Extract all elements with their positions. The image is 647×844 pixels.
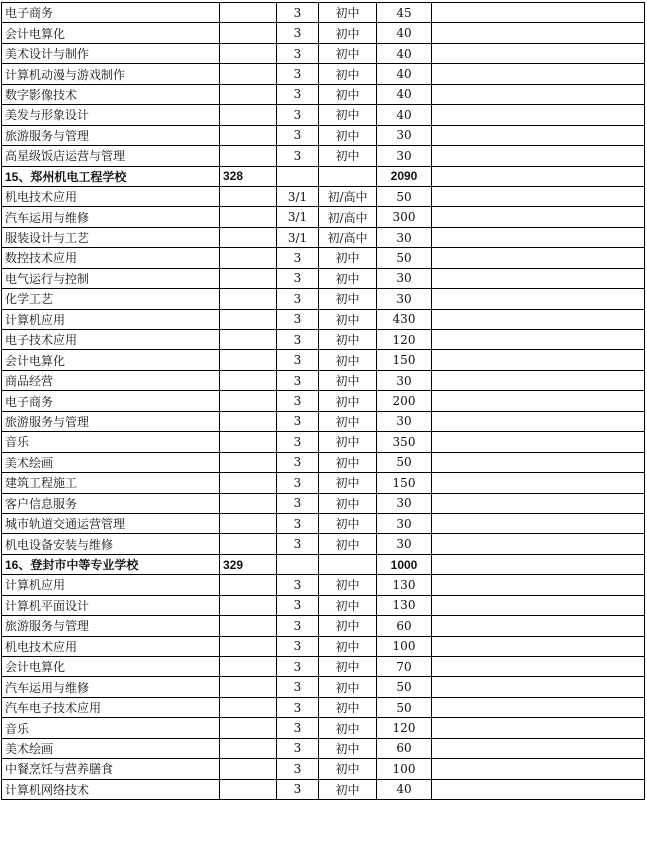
major-name: 旅游服务与管理 <box>2 125 220 145</box>
empty-cell <box>220 125 277 145</box>
empty-cell <box>220 227 277 247</box>
study-years: 3 <box>277 738 319 758</box>
table-row <box>2 23 645 43</box>
empty-cell <box>432 718 645 738</box>
empty-cell <box>220 84 277 104</box>
major-name: 电子商务 <box>2 3 220 23</box>
empty-cell <box>220 718 277 738</box>
enrollment-source: 初中 <box>319 718 377 738</box>
enrollment-source: 初中 <box>319 575 377 595</box>
enrollment-source: 初中 <box>319 657 377 677</box>
enrollment-source: 初中 <box>319 289 377 309</box>
table-row <box>2 779 645 799</box>
empty-cell <box>220 595 277 615</box>
empty-cell <box>432 166 645 186</box>
plan-count: 45 <box>377 3 432 23</box>
empty-cell <box>432 3 645 23</box>
enrollment-source: 初/高中 <box>319 207 377 227</box>
empty-cell <box>432 330 645 350</box>
major-name: 旅游服务与管理 <box>2 411 220 431</box>
study-years: 3 <box>277 125 319 145</box>
empty-cell <box>220 3 277 23</box>
empty-cell <box>220 534 277 554</box>
major-name: 美术绘画 <box>2 452 220 472</box>
plan-count: 300 <box>377 207 432 227</box>
table-row <box>2 534 645 554</box>
study-years: 3 <box>277 64 319 84</box>
table-row <box>2 759 645 779</box>
empty-cell <box>432 759 645 779</box>
major-name: 旅游服务与管理 <box>2 616 220 636</box>
empty-cell <box>432 43 645 63</box>
study-years: 3 <box>277 248 319 268</box>
empty-cell <box>220 370 277 390</box>
table-row <box>2 616 645 636</box>
empty-cell <box>432 779 645 799</box>
study-years: 3 <box>277 595 319 615</box>
plan-count: 120 <box>377 718 432 738</box>
empty-cell <box>220 268 277 288</box>
enrollment-source: 初中 <box>319 64 377 84</box>
empty-cell <box>220 779 277 799</box>
study-years: 3/1 <box>277 207 319 227</box>
enrollment-source: 初中 <box>319 534 377 554</box>
enrollment-source: 初中 <box>319 350 377 370</box>
study-years: 3 <box>277 84 319 104</box>
empty-cell <box>220 493 277 513</box>
school-header-row <box>2 166 645 186</box>
plan-count: 50 <box>377 186 432 206</box>
enrollment-source: 初中 <box>319 513 377 533</box>
major-name: 服装设计与工艺 <box>2 227 220 247</box>
major-name: 美发与形象设计 <box>2 105 220 125</box>
major-name: 音乐 <box>2 718 220 738</box>
plan-count: 100 <box>377 759 432 779</box>
empty-cell <box>432 207 645 227</box>
plan-count: 50 <box>377 452 432 472</box>
empty-cell <box>220 452 277 472</box>
empty-cell <box>432 370 645 390</box>
empty-cell <box>220 207 277 227</box>
major-name: 机电技术应用 <box>2 186 220 206</box>
table-row <box>2 411 645 431</box>
school-code: 329 <box>220 554 277 574</box>
empty-cell <box>432 391 645 411</box>
study-years: 3 <box>277 779 319 799</box>
empty-cell <box>432 84 645 104</box>
table-row <box>2 43 645 63</box>
empty-cell <box>220 186 277 206</box>
table-row <box>2 677 645 697</box>
major-name: 计算机应用 <box>2 309 220 329</box>
study-years: 3 <box>277 677 319 697</box>
empty-cell <box>220 350 277 370</box>
plan-count: 40 <box>377 64 432 84</box>
plan-count: 30 <box>377 268 432 288</box>
table-row <box>2 370 645 390</box>
empty-cell <box>432 657 645 677</box>
study-years: 3 <box>277 432 319 452</box>
study-years: 3 <box>277 146 319 166</box>
major-name: 机电设备安装与维修 <box>2 534 220 554</box>
plan-count: 40 <box>377 779 432 799</box>
plan-count: 50 <box>377 248 432 268</box>
study-years: 3 <box>277 268 319 288</box>
empty-cell <box>432 186 645 206</box>
study-years: 3 <box>277 697 319 717</box>
table-body <box>2 3 645 800</box>
enrollment-source: 初中 <box>319 23 377 43</box>
table-row <box>2 493 645 513</box>
table-row <box>2 452 645 472</box>
school-code: 328 <box>220 166 277 186</box>
empty-cell <box>220 738 277 758</box>
study-years: 3/1 <box>277 227 319 247</box>
plan-count: 40 <box>377 105 432 125</box>
table-row <box>2 146 645 166</box>
empty-cell <box>277 166 319 186</box>
table-row <box>2 391 645 411</box>
empty-cell <box>220 616 277 636</box>
study-years: 3 <box>277 289 319 309</box>
plan-count: 50 <box>377 697 432 717</box>
enrollment-source: 初/高中 <box>319 186 377 206</box>
plan-count: 30 <box>377 370 432 390</box>
empty-cell <box>432 350 645 370</box>
enrollment-source: 初中 <box>319 595 377 615</box>
major-name: 会计电算化 <box>2 23 220 43</box>
school-name: 16、登封市中等专业学校 <box>2 554 220 574</box>
major-name: 城市轨道交通运营管理 <box>2 513 220 533</box>
table-row <box>2 3 645 23</box>
table-row <box>2 697 645 717</box>
major-name: 汽车电子技术应用 <box>2 697 220 717</box>
plan-count: 120 <box>377 330 432 350</box>
plan-count: 60 <box>377 616 432 636</box>
major-name: 机电技术应用 <box>2 636 220 656</box>
empty-cell <box>220 575 277 595</box>
enrollment-source: 初中 <box>319 738 377 758</box>
major-name: 会计电算化 <box>2 657 220 677</box>
study-years: 3 <box>277 3 319 23</box>
empty-cell <box>220 677 277 697</box>
plan-count: 30 <box>377 227 432 247</box>
study-years: 3 <box>277 43 319 63</box>
empty-cell <box>432 677 645 697</box>
table-row <box>2 125 645 145</box>
plan-count: 30 <box>377 125 432 145</box>
plan-count: 30 <box>377 493 432 513</box>
table-row <box>2 309 645 329</box>
study-years: 3 <box>277 534 319 554</box>
plan-count: 150 <box>377 350 432 370</box>
enrollment-source: 初中 <box>319 330 377 350</box>
plan-count: 50 <box>377 677 432 697</box>
enrollment-source: 初中 <box>319 616 377 636</box>
study-years: 3 <box>277 370 319 390</box>
plan-count: 30 <box>377 289 432 309</box>
major-name: 电子商务 <box>2 391 220 411</box>
plan-count: 130 <box>377 575 432 595</box>
empty-cell <box>220 105 277 125</box>
plan-count: 30 <box>377 146 432 166</box>
table-row <box>2 105 645 125</box>
enrollment-source: 初中 <box>319 697 377 717</box>
empty-cell <box>220 64 277 84</box>
empty-cell <box>432 23 645 43</box>
empty-cell <box>220 146 277 166</box>
table-row <box>2 207 645 227</box>
plan-count: 30 <box>377 534 432 554</box>
table-row <box>2 718 645 738</box>
empty-cell <box>220 697 277 717</box>
empty-cell <box>432 554 645 574</box>
enrollment-source: 初中 <box>319 473 377 493</box>
empty-cell <box>277 554 319 574</box>
table-row <box>2 84 645 104</box>
empty-cell <box>220 23 277 43</box>
enrollment-table <box>1 2 645 800</box>
table-row <box>2 248 645 268</box>
table-row <box>2 432 645 452</box>
enrollment-source: 初中 <box>319 452 377 472</box>
major-name: 计算机平面设计 <box>2 595 220 615</box>
empty-cell <box>432 738 645 758</box>
enrollment-source: 初中 <box>319 391 377 411</box>
table-row <box>2 186 645 206</box>
table-row <box>2 636 645 656</box>
plan-count: 430 <box>377 309 432 329</box>
empty-cell <box>432 432 645 452</box>
table-row <box>2 64 645 84</box>
empty-cell <box>220 636 277 656</box>
empty-cell <box>220 513 277 533</box>
empty-cell <box>432 697 645 717</box>
plan-count: 100 <box>377 636 432 656</box>
major-name: 音乐 <box>2 432 220 452</box>
major-name: 电子技术应用 <box>2 330 220 350</box>
study-years: 3 <box>277 513 319 533</box>
plan-count: 200 <box>377 391 432 411</box>
empty-cell <box>220 411 277 431</box>
empty-cell <box>432 248 645 268</box>
study-years: 3 <box>277 575 319 595</box>
major-name: 数控技术应用 <box>2 248 220 268</box>
enrollment-source: 初中 <box>319 43 377 63</box>
table-row <box>2 595 645 615</box>
empty-cell <box>220 432 277 452</box>
table-row <box>2 738 645 758</box>
empty-cell <box>432 534 645 554</box>
empty-cell <box>432 309 645 329</box>
study-years: 3 <box>277 330 319 350</box>
enrollment-source: 初中 <box>319 779 377 799</box>
major-name: 电气运行与控制 <box>2 268 220 288</box>
study-years: 3 <box>277 309 319 329</box>
plan-count: 40 <box>377 23 432 43</box>
empty-cell <box>319 166 377 186</box>
enrollment-source: 初中 <box>319 3 377 23</box>
empty-cell <box>220 309 277 329</box>
empty-cell <box>432 268 645 288</box>
plan-count: 40 <box>377 43 432 63</box>
plan-count: 60 <box>377 738 432 758</box>
empty-cell <box>220 248 277 268</box>
empty-cell <box>432 125 645 145</box>
study-years: 3 <box>277 718 319 738</box>
plan-count: 70 <box>377 657 432 677</box>
table-row <box>2 350 645 370</box>
study-years: 3 <box>277 616 319 636</box>
empty-cell <box>220 657 277 677</box>
study-years: 3 <box>277 391 319 411</box>
major-name: 美术绘画 <box>2 738 220 758</box>
study-years: 3 <box>277 473 319 493</box>
enrollment-source: 初中 <box>319 370 377 390</box>
empty-cell <box>220 473 277 493</box>
empty-cell <box>220 330 277 350</box>
empty-cell <box>432 227 645 247</box>
school-header-row <box>2 554 645 574</box>
major-name: 汽车运用与维修 <box>2 207 220 227</box>
empty-cell <box>220 43 277 63</box>
enrollment-source: 初中 <box>319 759 377 779</box>
major-name: 高星级饭店运营与管理 <box>2 146 220 166</box>
study-years: 3 <box>277 759 319 779</box>
study-years: 3 <box>277 657 319 677</box>
enrollment-source: 初中 <box>319 309 377 329</box>
empty-cell <box>432 595 645 615</box>
table-row <box>2 575 645 595</box>
plan-count: 130 <box>377 595 432 615</box>
major-name: 计算机应用 <box>2 575 220 595</box>
plan-count: 350 <box>377 432 432 452</box>
empty-cell <box>432 105 645 125</box>
empty-cell <box>432 64 645 84</box>
major-name: 商品经营 <box>2 370 220 390</box>
table-row <box>2 289 645 309</box>
enrollment-source: 初中 <box>319 677 377 697</box>
empty-cell <box>432 411 645 431</box>
major-name: 中餐烹饪与营养膳食 <box>2 759 220 779</box>
study-years: 3/1 <box>277 186 319 206</box>
enrollment-source: 初中 <box>319 125 377 145</box>
school-total-plan: 2090 <box>377 166 432 186</box>
study-years: 3 <box>277 105 319 125</box>
enrollment-source: 初/高中 <box>319 227 377 247</box>
major-name: 会计电算化 <box>2 350 220 370</box>
major-name: 客户信息服务 <box>2 493 220 513</box>
empty-cell <box>432 289 645 309</box>
study-years: 3 <box>277 452 319 472</box>
study-years: 3 <box>277 350 319 370</box>
study-years: 3 <box>277 23 319 43</box>
major-name: 化学工艺 <box>2 289 220 309</box>
empty-cell <box>220 391 277 411</box>
major-name: 美术设计与制作 <box>2 43 220 63</box>
study-years: 3 <box>277 636 319 656</box>
enrollment-source: 初中 <box>319 432 377 452</box>
empty-cell <box>432 473 645 493</box>
enrollment-source: 初中 <box>319 268 377 288</box>
major-name: 计算机动漫与游戏制作 <box>2 64 220 84</box>
enrollment-source: 初中 <box>319 105 377 125</box>
table-row <box>2 473 645 493</box>
empty-cell <box>220 759 277 779</box>
plan-count: 150 <box>377 473 432 493</box>
enrollment-source: 初中 <box>319 493 377 513</box>
empty-cell <box>432 513 645 533</box>
table-row <box>2 227 645 247</box>
enrollment-source: 初中 <box>319 146 377 166</box>
school-name: 15、郑州机电工程学校 <box>2 166 220 186</box>
enrollment-source: 初中 <box>319 411 377 431</box>
plan-count: 30 <box>377 411 432 431</box>
major-name: 建筑工程施工 <box>2 473 220 493</box>
enrollment-source: 初中 <box>319 636 377 656</box>
major-name: 计算机网络技术 <box>2 779 220 799</box>
school-total-plan: 1000 <box>377 554 432 574</box>
empty-cell <box>432 493 645 513</box>
enrollment-source: 初中 <box>319 248 377 268</box>
study-years: 3 <box>277 493 319 513</box>
major-name: 汽车运用与维修 <box>2 677 220 697</box>
table-row <box>2 330 645 350</box>
study-years: 3 <box>277 411 319 431</box>
plan-count: 30 <box>377 513 432 533</box>
enrollment-source: 初中 <box>319 84 377 104</box>
plan-count: 40 <box>377 84 432 104</box>
empty-cell <box>432 636 645 656</box>
table-row <box>2 657 645 677</box>
empty-cell <box>432 452 645 472</box>
table-row <box>2 513 645 533</box>
major-name: 数字影像技术 <box>2 84 220 104</box>
empty-cell <box>432 575 645 595</box>
table-row <box>2 268 645 288</box>
empty-cell <box>220 289 277 309</box>
empty-cell <box>432 616 645 636</box>
empty-cell <box>319 554 377 574</box>
empty-cell <box>432 146 645 166</box>
